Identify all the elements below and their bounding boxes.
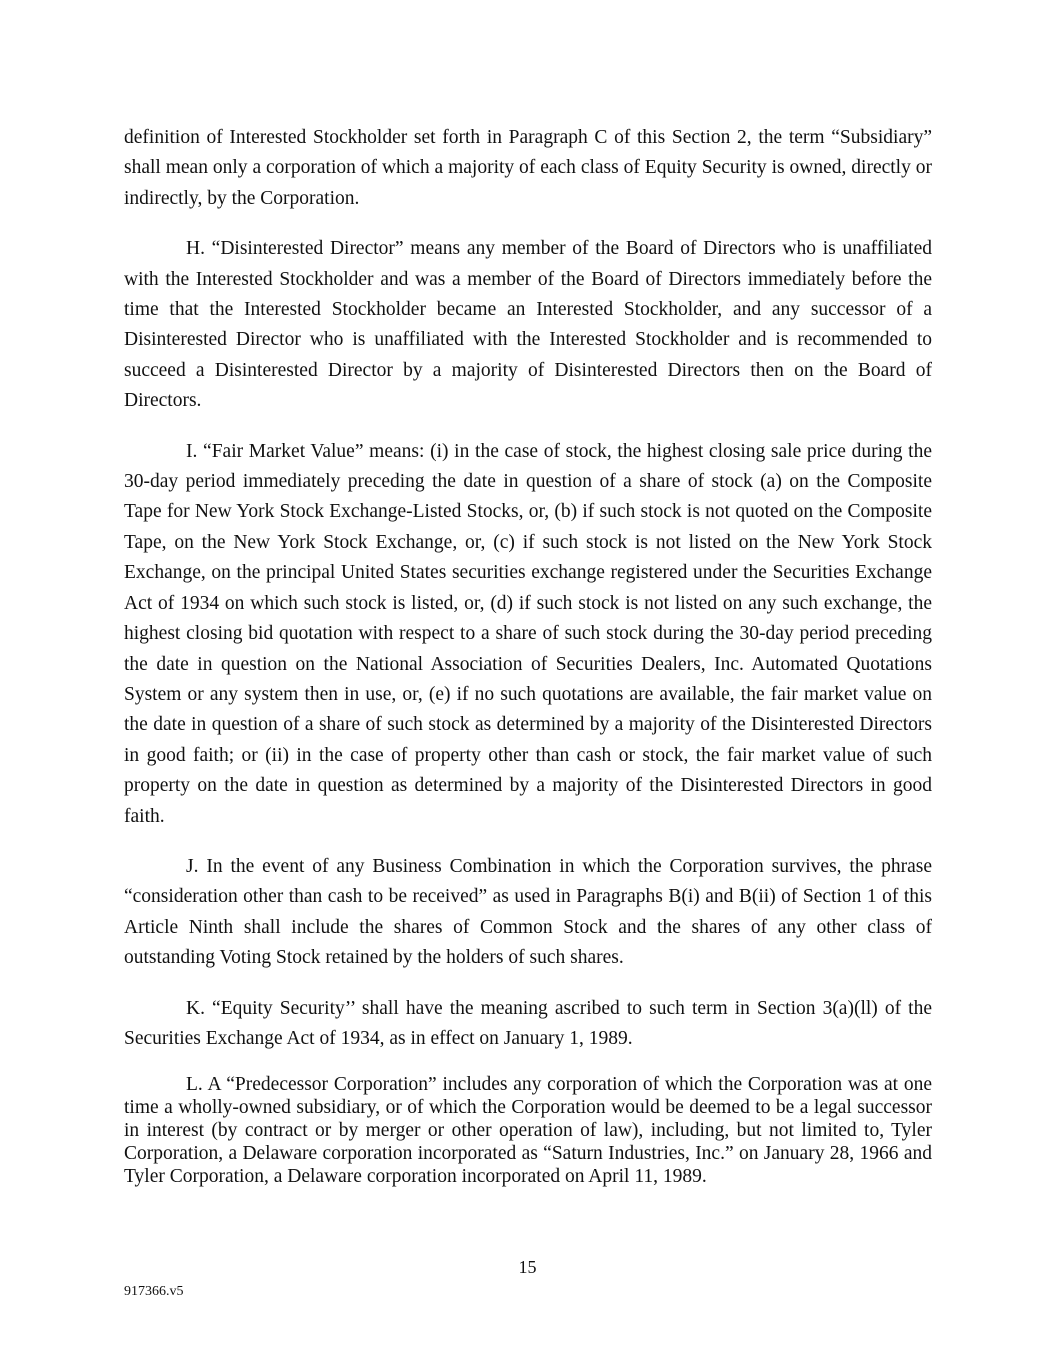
page-number: 15 — [518, 1257, 537, 1277]
document-body — [124, 123, 932, 1208]
document-id: 917366.v5 — [124, 1284, 184, 1299]
paragraph-j-business-combination: J. In the event of any Business Combination in which the Corporation survives, the phrase “consideration other than cash to be received” as used in Paragraphs B(i) and B(ii) of Section 1 of this Article Ninth shall include the shares of Common Stock and the shares of any other class of outstanding Voting Stock retained by the holders of such shares. — [124, 855, 932, 969]
paragraph-k-equity-security: K. “Equity Security’’ shall have the meaning ascribed to such term in Section 3(a)(ll) of the Securities Exchange Act of 1934, as in effect on January 1, 1989. — [124, 997, 932, 1049]
paragraph-subsidiary-definition-continued: definition of Interested Stockholder set forth in Paragraph C of this Section 2, the term “Subsidiary” shall mean only a corporation of which a majority of each class of Equity Security is owned, directly or indirectly, by the Corporation. — [124, 127, 932, 209]
paragraph-i-fair-market-value: I. “Fair Market Value” means: (i) in the case of stock, the highest closing sale price during the 30-day period immediately preceding the date in question of a share of stock (a) on the Composite Tape for New York Stock Exchange-Listed Stocks, or, (b) if such stock is not quoted on the Composite Tape, on the New York Stock Exchange, or, (c) if such stock is not listed on the New York Stock Exchange, on the principal United States securities exchange registered under the Securities Exchange Act of 1934 on which such stock is listed, or, (d) if such stock is not listed on any such exchange, the highest closing bid quotation with respect to a share of such stock during the 30-day period preceding the date in question on the National Association of Securities Dealers, Inc. Automated Quotations System or any system then in use, or, (e) if no such quotations are available, the fair market value on the date in question of a share of such stock as determined by a majority of the Disinterested Directors in good faith; or (ii) in the case of property other than cash or stock, the fair market value of such property on the date in question as determined by a majority of the Disinterested Directors in good faith. — [124, 440, 932, 827]
paragraph-l-predecessor-corporation: L. A “Predecessor Corporation” includes any corporation of which the Corporation was at one time a wholly-owned subsidiary, or of which the Corporation would be deemed to be a legal successor in interest (by contract or by merger or other operation of law), including, but not limited to, Tyler Corporation, a Delaware corporation incorporated as “Saturn Industries, Inc.” on January 28, 1966 and Tyler Corporation, a Delaware corporation incorporated on April 11, 1989. — [124, 1074, 932, 1187]
paragraph-h-disinterested-director: H. “Disinterested Director” means any member of the Board of Directors who is unaffiliated with the Interested Stockholder and was a member of the Board of Directors immediately before the time that the Interested Stockholder became an Interested Stockholder, and any successor of a Disinterested Director who is unaffiliated with the Interested Stockholder and is recommended to succeed a Disinterested Director by a majority of Disinterested Directors then on the Board of Directors. — [124, 238, 932, 412]
